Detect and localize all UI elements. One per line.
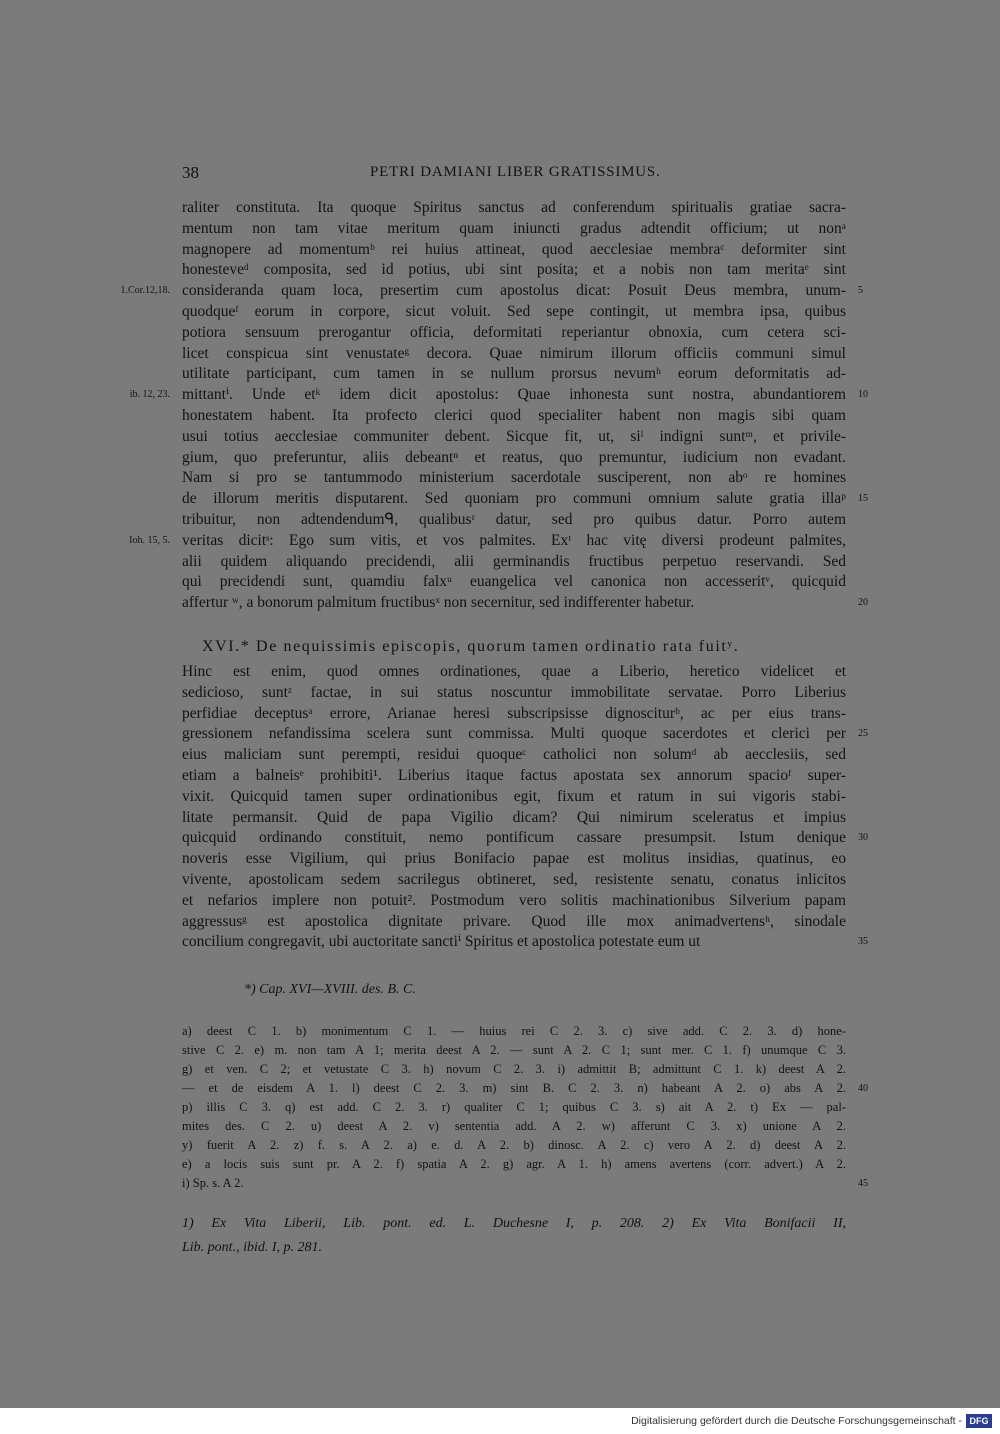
line-text: quodqueᶠ eorum in corpore, sicut voluit. Sed sepe contingit, ut membra ipsa, quibus <box>182 302 846 320</box>
line-text: concilium congregavit, ubi auctoritate sanctiⁱ Spiritus et apostolica potestate eum ut <box>182 933 701 951</box>
text-line <box>182 1155 846 1174</box>
text-line <box>182 1136 846 1155</box>
text-line <box>182 704 846 725</box>
line-text: honestatem habent. Ita profecto clerici quod specialiter habent non magis sibi quam <box>182 406 846 424</box>
line-text: utilitate participant, cum tamen in se nullum prorsus nevumʰ eorum deformitatis ad- <box>182 365 846 383</box>
line-text: aggressusᵍ est apostolica dignitate privare. Quod ille mox animadvertensʰ, sinodale <box>182 912 846 930</box>
line-number: 45 <box>858 1178 868 1189</box>
footnotes <box>182 1212 846 1260</box>
text-line <box>182 406 846 427</box>
line-number: 35 <box>858 936 868 948</box>
line-text: 1) Ex Vita Liberii, Lib. pont. ed. L. Duchesne I, p. 208. 2) Ex Vita Bonifacii II, <box>182 1216 846 1231</box>
funding-bar <box>0 1408 1000 1434</box>
line-text: affertur ʷ, a bonorum palmitum fructibusˣ non secernitur, sed indifferenter habetur. <box>182 594 695 612</box>
text-line <box>182 323 846 344</box>
line-text: gium, quo preferuntur, aliis debeantⁿ et reatus, quo premuntur, iudicium non evadant. <box>182 448 846 466</box>
text-line <box>182 1060 846 1079</box>
text-line <box>182 1079 868 1098</box>
text-line <box>182 302 846 323</box>
line-text: vixit. Quicquid tamen super ordinationibus egit, fixum et ratum in sui vigoris stabi- <box>182 787 846 805</box>
text-line <box>129 385 868 406</box>
text-line <box>182 572 846 593</box>
page-header <box>182 163 850 183</box>
text-line <box>182 219 846 240</box>
line-text: e) a locis suis sunt pr. A 2. f) spatia A 2. g) agr. A 1. h) amens avertens (corr. advert.) A 2. <box>182 1157 846 1171</box>
running-head: PETRI DAMIANI LIBER GRATISSIMUS. <box>370 164 661 180</box>
text-line <box>182 891 846 912</box>
line-text: alii quidem aliquando precidendi, alii germinandis fructibus perpetuo reservandi. Sed <box>182 552 846 570</box>
text-line <box>182 766 846 787</box>
line-text: Nam si pro se tantummodo ministerium sacerdotale susciperent, non abᵒ re homines <box>182 469 846 487</box>
text-line <box>182 745 846 766</box>
line-text: licet conspicua sint venustateᵍ decora. Quae nimirum illorum officiis communi simul <box>182 344 846 362</box>
line-number: 40 <box>858 1083 868 1094</box>
line-text: y) fuerit A 2. z) f. s. A 2. a) e. d. A 2. b) dinosc. A 2. c) vero A 2. d) deest A 2. <box>182 1138 846 1152</box>
line-text: magnopere ad momentumᵇ rei huius attineat, quod aecclesiae membraᶜ deformiter sint <box>182 240 846 258</box>
line-text: stive C 2. e) m. non tam A 1; merita deest A 2. — sunt A 2. C 1; sunt mer. C 1. f) unumque C 3. <box>182 1043 846 1057</box>
line-text: Lib. pont., ibid. I, p. 281. <box>182 1240 323 1255</box>
line-text: litate permansit. Quid de papa Vigilio dicam? Qui nimirum sceleratus et impius <box>182 808 846 826</box>
line-text: potiora sensuum prerogantur officia, deformitati reperiantur obnoxia, cum cetera sci- <box>182 323 846 341</box>
text-block-2 <box>182 662 868 953</box>
text-line <box>182 1236 846 1260</box>
text-line <box>182 787 846 808</box>
line-text: — et de eisdem A 1. l) deest C 2. 3. m) sint B. C 2. 3. n) habeant A 2. o) abs A 2. <box>182 1081 846 1095</box>
text-line <box>182 489 868 510</box>
text-line <box>182 1022 846 1041</box>
dfg-logo[interactable]: DFG <box>966 1414 992 1428</box>
line-text: qui precidendi sunt, quamdiu falxᵘ euangelica vel canonica non accesseritᵛ, quicquid <box>182 573 846 591</box>
line-text: tribuitur, non adtendendumᑫ, qualibusʳ datur, sed pro quibus datur. Porro autem <box>182 510 846 528</box>
text-line <box>182 912 846 933</box>
line-number: 10 <box>858 389 868 401</box>
text-line <box>182 683 846 704</box>
text-line <box>182 240 846 261</box>
text-block-1 <box>120 198 868 614</box>
text-line <box>182 1212 846 1236</box>
line-text: g) et ven. C 2; et vetustate C 3. h) novum C 2. 3. i) admittit B; admittunt C 1. k) deest A 2. <box>182 1062 846 1076</box>
text-line <box>182 849 846 870</box>
chapter-note: *) Cap. XVI—XVIII. des. B. C. <box>244 982 416 997</box>
line-text: veritas dicitˢ: Ego sum vitis, et vos palmites. Exᵗ hac vitę diversi prodeunt palmites, <box>182 531 846 549</box>
line-number: 20 <box>858 597 868 609</box>
text-line <box>182 1041 846 1060</box>
line-text: i) Sp. s. A 2. <box>182 1176 244 1190</box>
text-line <box>182 552 846 573</box>
line-text: sedicioso, suntᶻ factae, in sui status noscuntur immobilitate servatae. Porro Liberius <box>182 683 846 701</box>
line-text: de illorum meritis disputarent. Sed quoniam pro communi omnium salute gratia illaᵖ <box>182 490 846 508</box>
line-text: Hinc est enim, quod omnes ordinationes, quae a Liberio, heretico videlicet et <box>182 663 846 680</box>
line-text: gressionem nefandissima scelera sunt commissa. Multi quoque sacerdotes et clerici per <box>182 725 846 743</box>
text-line <box>182 662 846 683</box>
line-number: 25 <box>858 728 868 740</box>
text-line <box>182 1174 868 1193</box>
text-line <box>182 870 846 891</box>
line-text: raliter constituta. Ita quoque Spiritus sanctus ad conferendum spiritualis gratiae sacra- <box>182 199 846 216</box>
text-line <box>182 344 846 365</box>
margin-reference: ib. 12, 23. <box>129 389 170 401</box>
line-text: eius maliciam sunt perempti, residui quoqueᶜ catholici non solumᵈ ab aecclesiis, sed <box>182 746 846 764</box>
text-line <box>182 468 846 489</box>
text-line <box>182 932 868 953</box>
page-number: 38 <box>182 163 199 182</box>
chapter-title: XVI.* De nequissimis episcopis, quorum tamen ordinatio rata fuitʸ. <box>202 638 740 655</box>
line-text: mittantⁱ. Unde etᵏ idem dicit apostolus: Quae inhonesta sunt nostra, abundantiorem <box>182 386 846 404</box>
critical-apparatus <box>182 1022 868 1193</box>
line-text: usui totius aecclesiae communiter debent. Sicque fit, ut, siˡ indigni suntᵐ, et privile- <box>182 427 846 445</box>
text-line <box>182 1098 846 1117</box>
text-line <box>182 593 868 614</box>
line-number: 15 <box>858 493 868 505</box>
text-line <box>182 808 846 829</box>
text-line <box>182 260 846 281</box>
line-text: consideranda quam loca, presertim cum apostolus dicat: Posuit Deus membra, unum- <box>182 282 846 300</box>
text-line <box>182 510 846 531</box>
line-number: 5 <box>858 285 863 297</box>
line-text: a) deest C 1. b) monimentum C 1. — huius rei C 2. 3. c) sive add. C 2. 3. d) hone- <box>182 1024 846 1038</box>
text-line <box>182 427 846 448</box>
text-line <box>182 198 846 219</box>
margin-reference: 1.Cor.12,18. <box>120 285 170 297</box>
line-number: 30 <box>858 832 868 844</box>
text-line <box>182 724 868 745</box>
line-text: perfidiae deceptusᵃ errore, Arianae heresi subscripsisse dignosciturᵇ, ac per eius trans- <box>182 704 846 722</box>
text-line <box>182 448 846 469</box>
text-line <box>120 281 863 302</box>
line-text: etiam a balneisᵉ prohibiti¹. Liberius itaque factus apostata sex annorum spacioᶠ super- <box>182 766 846 784</box>
line-text: et nefarios implere non potuit². Postmodum vero solitis machinationibus Silverium papam <box>182 891 846 909</box>
line-text: mites des. C 2. u) deest A 2. v) sententia add. A 2. w) afferunt C 3. x) unione A 2. <box>182 1119 846 1133</box>
line-text: noveris esse Vigilium, qui prius Bonifacio papae est molitus insidias, quatinus, eo <box>182 850 846 868</box>
funding-credit: Digitalisierung gefördert durch die Deutsche Forschungsgemeinschaft - <box>631 1415 962 1427</box>
line-text: mentum non tam vitae meritum quam iniuncti gradus adtendit officium; ut nonᵃ <box>182 219 846 237</box>
text-line <box>129 531 846 552</box>
text-line <box>182 1117 846 1136</box>
line-text: p) illis C 3. q) est add. C 2. 3. r) qualiter C 1; quibus C 3. s) ait A 2. t) Ex — pal- <box>182 1100 846 1114</box>
line-text: vivente, apostolicam sedem sacrilegus obtineret, sed, resistente senatu, conatus inlicitos <box>182 870 846 888</box>
text-line <box>182 828 868 849</box>
text-line <box>182 364 846 385</box>
margin-reference: Ioh. 15, 5. <box>129 534 170 546</box>
line-text: honesteveᵈ composita, sed id potius, ubi sint posita; et a nobis non tam meritaᵉ sint <box>182 261 846 279</box>
line-text: quicquid ordinando constituit, nemo pontificum cassare presumpsit. Istum denique <box>182 829 846 847</box>
